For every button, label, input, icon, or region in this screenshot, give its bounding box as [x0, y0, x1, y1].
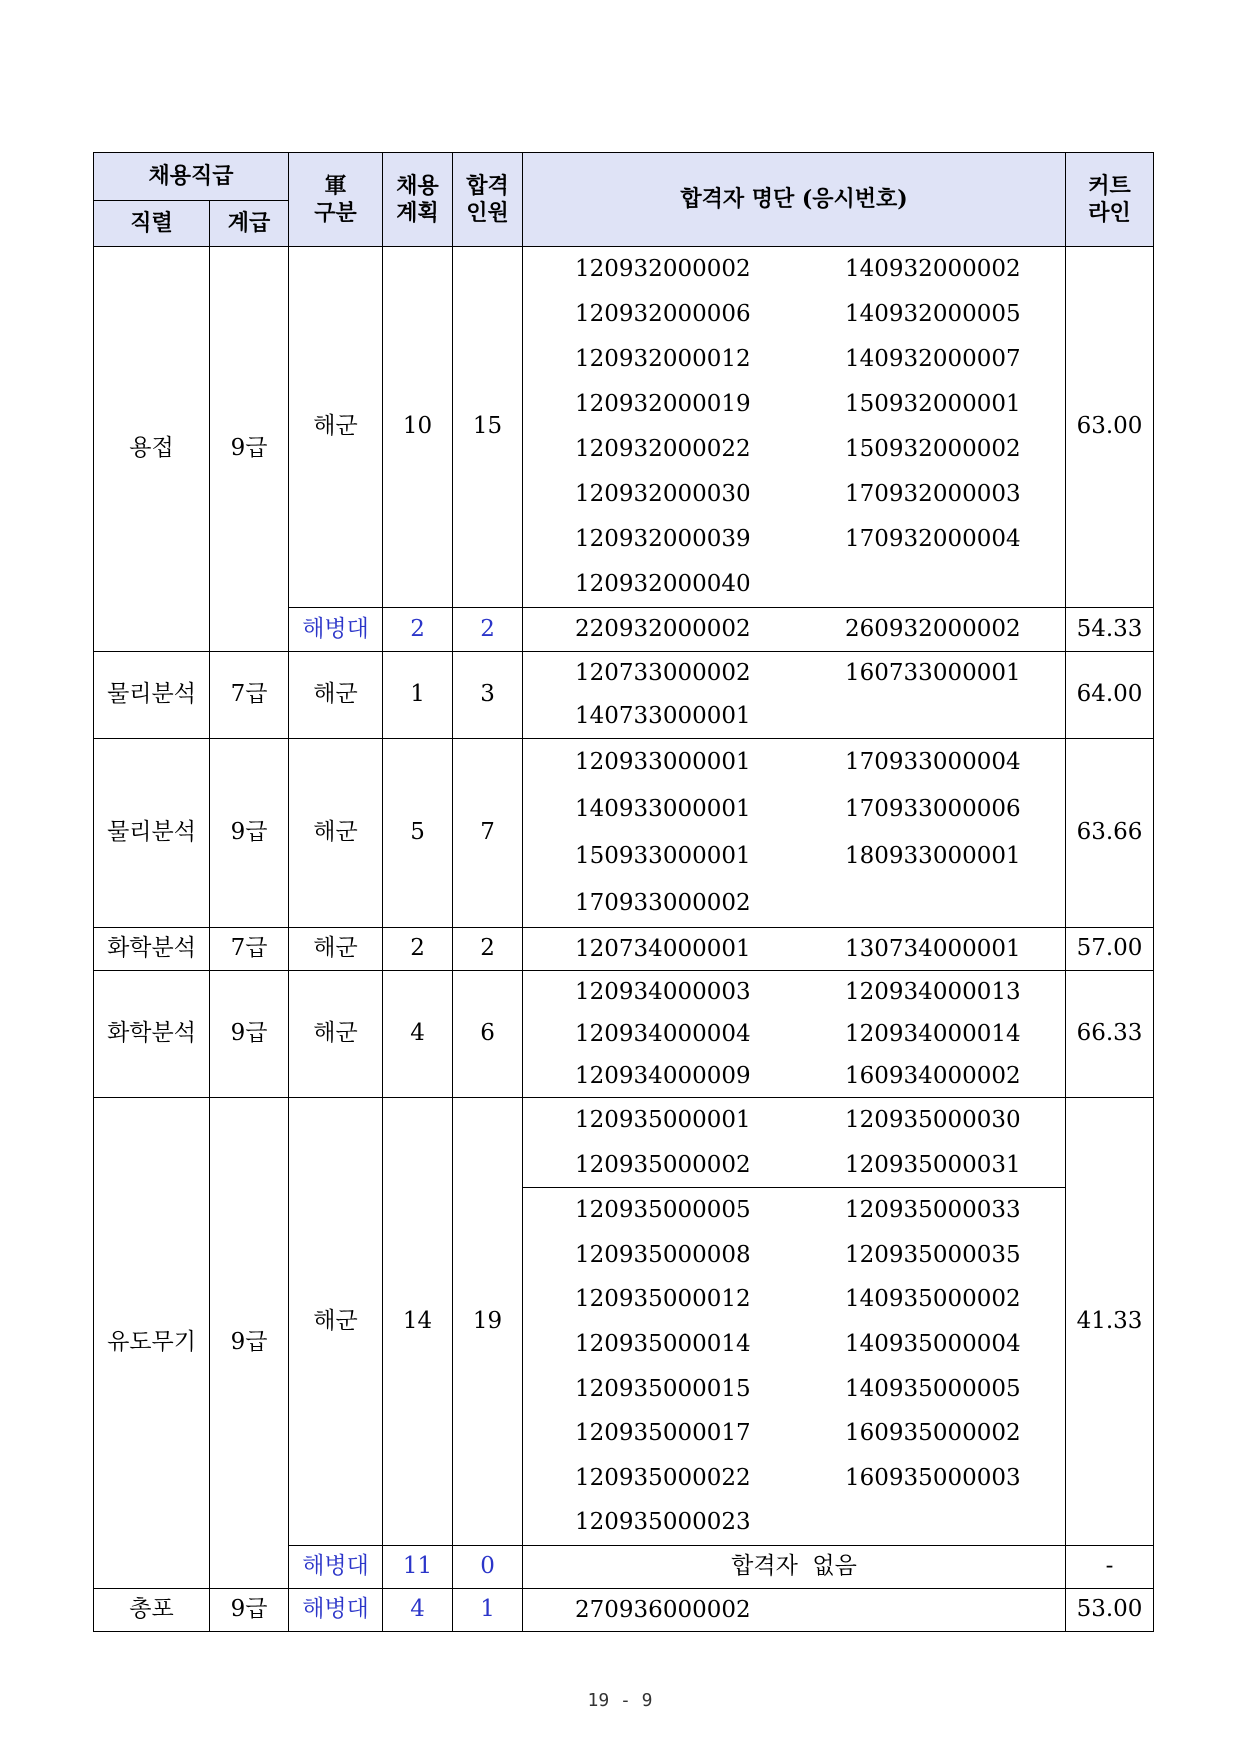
applicant-id: 260932000002: [845, 616, 1021, 642]
applicant-id: 140935000004: [845, 1330, 1021, 1357]
cell-military: 해군: [289, 739, 383, 928]
cell-plan: 5: [383, 739, 453, 928]
table-row: [94, 247, 1154, 608]
cell-id-list: [523, 652, 1066, 739]
applicant-id: 120734000001: [575, 936, 751, 962]
applicant-id: 140932000005: [845, 301, 1021, 327]
applicant-id: 120935000031: [845, 1151, 1021, 1178]
cell-cutline: 41.33: [1066, 1098, 1154, 1546]
cell-plan: 10: [383, 247, 453, 608]
cell-military: 해군: [289, 928, 383, 971]
applicant-id: 120935000005: [575, 1197, 751, 1224]
id-list: [523, 608, 1065, 651]
applicant-id: 170933000002: [575, 890, 751, 916]
applicant-id: 120935000035: [845, 1241, 1021, 1268]
cell-plan: 1: [383, 652, 453, 739]
applicant-id: 120934000013: [845, 979, 1021, 1005]
cell-cutline: 63.66: [1066, 739, 1154, 928]
cell-cutline: 64.00: [1066, 652, 1154, 739]
applicant-id: 120935000015: [575, 1375, 751, 1402]
applicant-id: 150933000001: [575, 843, 751, 869]
id-list: [523, 652, 1065, 738]
applicant-id: 140733000001: [575, 703, 751, 729]
id-list: [523, 971, 1065, 1097]
cell-passed: 2: [453, 608, 523, 652]
cell-series: 총포: [94, 1588, 210, 1631]
applicant-id: 120934000009: [575, 1063, 751, 1089]
table-row: [94, 1588, 1154, 1631]
applicant-id: 140932000002: [845, 256, 1021, 282]
header-passed: 합격 인원: [453, 153, 523, 247]
applicant-id: 160733000001: [845, 660, 1021, 686]
cell-id-list: [523, 928, 1066, 971]
cell-cutline: 54.33: [1066, 608, 1154, 652]
cell-military: 해군: [289, 1098, 383, 1546]
cell-id-list: [523, 971, 1066, 1098]
id-list: [523, 739, 1065, 927]
table-row: [94, 739, 1154, 928]
cell-passed: 19: [453, 1098, 523, 1546]
cell-series: 물리분석: [94, 652, 210, 739]
page-number: 19 - 9: [587, 1690, 653, 1711]
cell-plan: 11: [383, 1545, 453, 1588]
header-list: 합격자 명단 (응시번호): [523, 153, 1066, 247]
table-row: [94, 1098, 1154, 1546]
cell-series: 화학분석: [94, 971, 210, 1098]
applicant-id: 170933000006: [845, 796, 1021, 822]
applicant-id: 160935000002: [845, 1420, 1021, 1447]
applicant-id: 170933000004: [845, 749, 1021, 775]
applicant-id: [845, 880, 1115, 927]
cell-cutline: 53.00: [1066, 1588, 1154, 1631]
applicant-id: 120932000040: [575, 571, 751, 597]
cell-plan: 4: [383, 1588, 453, 1631]
id-list: [523, 1187, 1065, 1545]
applicant-id: 120935000014: [575, 1330, 751, 1357]
cell-grade: 9급: [210, 971, 289, 1098]
cell-id-list: [523, 739, 1066, 928]
cell-plan: 2: [383, 608, 453, 652]
cell-passed: 6: [453, 971, 523, 1098]
applicant-id: [845, 562, 1115, 607]
header-military: 軍 구분: [289, 153, 383, 247]
id-list: [523, 1098, 1065, 1187]
applicant-id: 120932000022: [575, 436, 751, 462]
applicant-id: 120934000004: [575, 1021, 751, 1047]
cell-passed: 1: [453, 1588, 523, 1631]
applicant-id: 120935000002: [575, 1151, 751, 1178]
cell-no-passers: 합격자 없음: [523, 1545, 1066, 1588]
cell-passed: 7: [453, 739, 523, 928]
cell-id-list: [523, 1098, 1066, 1546]
result-table: [93, 152, 1154, 1632]
header-series: 직렬: [94, 201, 210, 247]
cell-grade: 7급: [210, 928, 289, 971]
applicant-id: 130734000001: [845, 936, 1021, 962]
cell-id-list: [523, 608, 1066, 652]
cell-cutline: 63.00: [1066, 247, 1154, 608]
cell-military: 해병대: [289, 1588, 383, 1631]
applicant-id: 120932000030: [575, 481, 751, 507]
id-list: [523, 247, 1065, 607]
applicant-id: 120934000014: [845, 1021, 1021, 1047]
cell-passed: 3: [453, 652, 523, 739]
cell-series: 용접: [94, 247, 210, 652]
applicant-id: 140935000005: [845, 1375, 1021, 1402]
table-row: [94, 928, 1154, 971]
applicant-id: 120934000003: [575, 979, 751, 1005]
cell-grade: 9급: [210, 1098, 289, 1589]
cell-passed: 0: [453, 1545, 523, 1588]
applicant-id: 120935000030: [845, 1107, 1021, 1133]
cell-id-list: [523, 247, 1066, 608]
applicant-id: 140932000007: [845, 346, 1021, 372]
cell-military: 해병대: [289, 1545, 383, 1588]
applicant-id: 160935000003: [845, 1464, 1021, 1491]
applicant-id: 120935000012: [575, 1286, 751, 1313]
id-list: [523, 1589, 1065, 1631]
header-grade: 계급: [210, 201, 289, 247]
applicant-id: 120935000023: [575, 1509, 751, 1536]
cell-plan: 4: [383, 971, 453, 1098]
cell-id-list: [523, 1588, 1066, 1631]
applicant-id: 120932000039: [575, 526, 751, 552]
applicant-id: 150932000002: [845, 436, 1021, 462]
applicant-id: 120933000001: [575, 749, 751, 775]
table-row: [94, 971, 1154, 1098]
header-position-group: 채용직급: [94, 153, 289, 201]
cell-grade: 9급: [210, 247, 289, 652]
applicant-id: 170932000003: [845, 481, 1021, 507]
cell-military: 해군: [289, 652, 383, 739]
cell-passed: 15: [453, 247, 523, 608]
cell-series: 물리분석: [94, 739, 210, 928]
cell-grade: 7급: [210, 652, 289, 739]
cell-passed: 2: [453, 928, 523, 971]
applicant-id: [845, 1589, 1115, 1631]
cell-cutline: 66.33: [1066, 971, 1154, 1098]
id-list: [523, 928, 1065, 970]
cell-military: 해군: [289, 971, 383, 1098]
applicant-id: 120935000033: [845, 1197, 1021, 1224]
cell-plan: 2: [383, 928, 453, 971]
applicant-id: 140933000001: [575, 796, 751, 822]
applicant-id: 120935000008: [575, 1241, 751, 1268]
table-row: [94, 652, 1154, 739]
cell-series: 화학분석: [94, 928, 210, 971]
cell-grade: 9급: [210, 739, 289, 928]
cell-cutline: -: [1066, 1545, 1154, 1588]
applicant-id: 120932000006: [575, 301, 751, 327]
applicant-id: 120932000019: [575, 391, 751, 417]
applicant-id: 160934000002: [845, 1063, 1021, 1089]
cell-grade: 9급: [210, 1588, 289, 1631]
applicant-id: 180933000001: [845, 843, 1021, 869]
applicant-id: 120733000002: [575, 660, 751, 686]
applicant-id: 120932000002: [575, 256, 751, 282]
applicant-id: [845, 1500, 1115, 1545]
cell-series: 유도무기: [94, 1098, 210, 1589]
header-plan: 채용 계획: [383, 153, 453, 247]
applicant-id: 120935000022: [575, 1464, 751, 1491]
cell-plan: 14: [383, 1098, 453, 1546]
applicant-id: 120932000012: [575, 346, 751, 372]
applicant-id: 220932000002: [575, 616, 751, 642]
applicant-id: 120935000017: [575, 1420, 751, 1447]
applicant-id: 140935000002: [845, 1286, 1021, 1313]
applicant-id: 270936000002: [575, 1596, 751, 1623]
applicant-id: 170932000004: [845, 526, 1021, 552]
applicant-id: 150932000001: [845, 391, 1021, 417]
header-cutline: 커트 라인: [1066, 153, 1154, 247]
cell-military: 해군: [289, 247, 383, 608]
applicant-id: 120935000001: [575, 1107, 751, 1133]
applicant-id: [845, 695, 1115, 738]
cell-cutline: 57.00: [1066, 928, 1154, 971]
cell-military: 해병대: [289, 608, 383, 652]
